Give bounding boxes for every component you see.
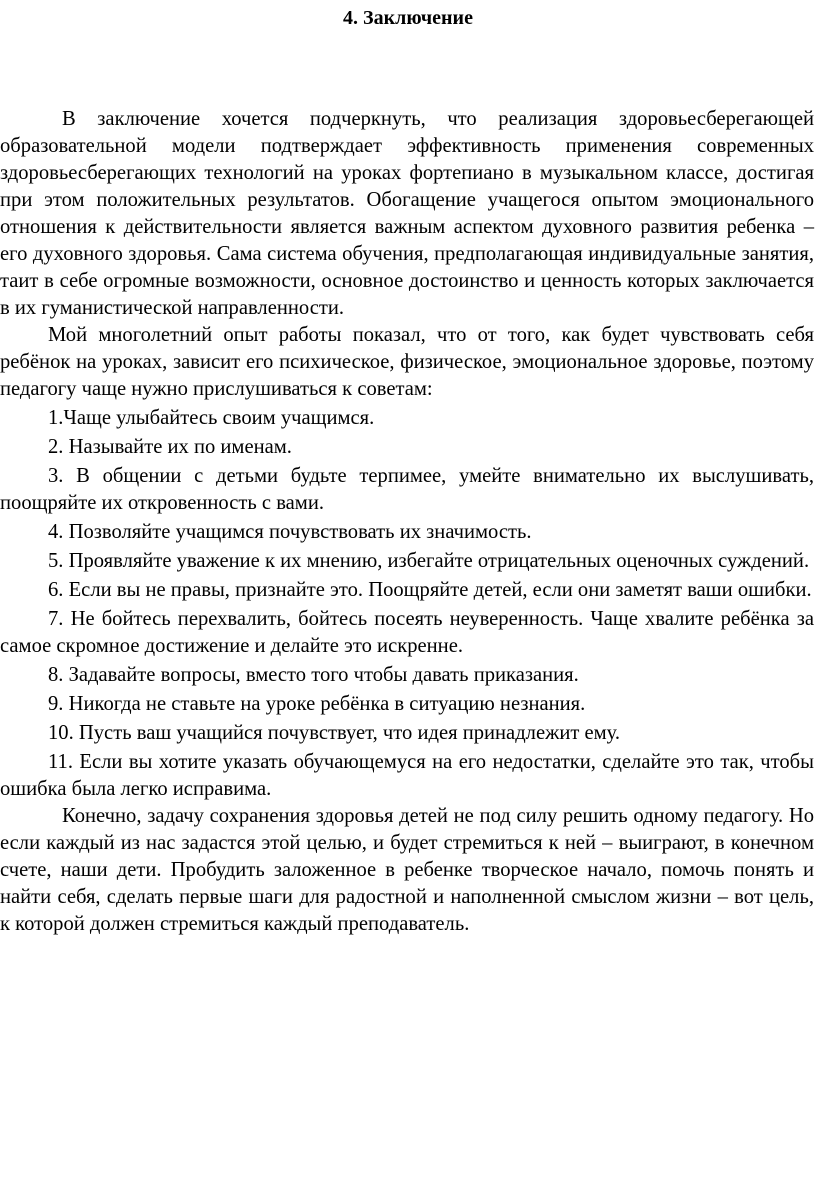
document-body xyxy=(0,106,814,938)
closing-paragraph: Конечно, задачу сохранения здоровья детей не под силу решить одному педагогу. Но если каждый из нас задастся этой целью, и будет стремиться к ней – выиграют, в конечном счете, наши дети. Пробудить заложенное в ребенке творческое начало, помочь понять и найти себя, сделать первые шаги для радостной и наполненной смыслом жизни – вот цель, к которой должен стремиться каждый преподаватель. xyxy=(0,805,814,935)
advice-item: 8. Задавайте вопросы, вместо того чтобы давать приказания. xyxy=(48,664,579,686)
advice-item: 7. Не бойтесь перехвалить, бойтесь посеять неуверенность. Чаще хвалите ребёнка за самое скромное достижение и делайте это искренне. xyxy=(0,608,814,657)
advice-item: 3. В общении с детьми будьте терпимее, умейте внимательно их выслушивать, поощряйте их откровенность с вами. xyxy=(0,465,814,514)
advice-item: 9. Никогда не ставьте на уроке ребёнка в ситуацию незнания. xyxy=(48,693,586,715)
section-title: 4. Заключение xyxy=(343,7,473,29)
advice-item: 10. Пусть ваш учащийся почувствует, что идея принадлежит ему. xyxy=(48,722,621,744)
advice-item: 4. Позволяйте учащимся почувствовать их значимость. xyxy=(48,521,532,543)
intro-paragraph: В заключение хочется подчеркнуть, что реализация здоровьесберегающей образовательной модели подтверждает эффективность применения современных здоровьесберегающих технологий на уроках фортепиано в музыкальном классе, достигая при этом положительных результатов. Обогащение учащегося опытом эмоционального отношения к действительности является важным аспектом духовного развития ребенка – его духовного здоровья. Сама система обучения, предполагающая индивидуальные занятия, таит в себе огромные возможности, основное достоинство и ценность которых заключается в их гуманистической направленности. xyxy=(0,108,814,319)
advice-item: 11. Если вы хотите указать обучающемуся на его недостатки, сделайте это так, чтобы ошибка была легко исправима. xyxy=(0,751,814,800)
experience-paragraph: Мой многолетний опыт работы показал, что от того, как будет чувствовать себя ребёнок на уроках, зависит его психическое, физическое, эмоциональное здоровье, поэтому педагогу чаще нужно прислушиваться к советам: xyxy=(0,324,814,400)
advice-item: 5. Проявляйте уважение к их мнению, избегайте отрицательных оценочных суждений. xyxy=(48,550,810,572)
advice-item: 1.Чаще улыбайтесь своим учащимся. xyxy=(48,407,375,429)
advice-item: 2. Называйте их по именам. xyxy=(48,436,292,458)
advice-item: 6. Если вы не правы, признайте это. Поощряйте детей, если они заметят ваши ошибки. xyxy=(48,579,812,601)
